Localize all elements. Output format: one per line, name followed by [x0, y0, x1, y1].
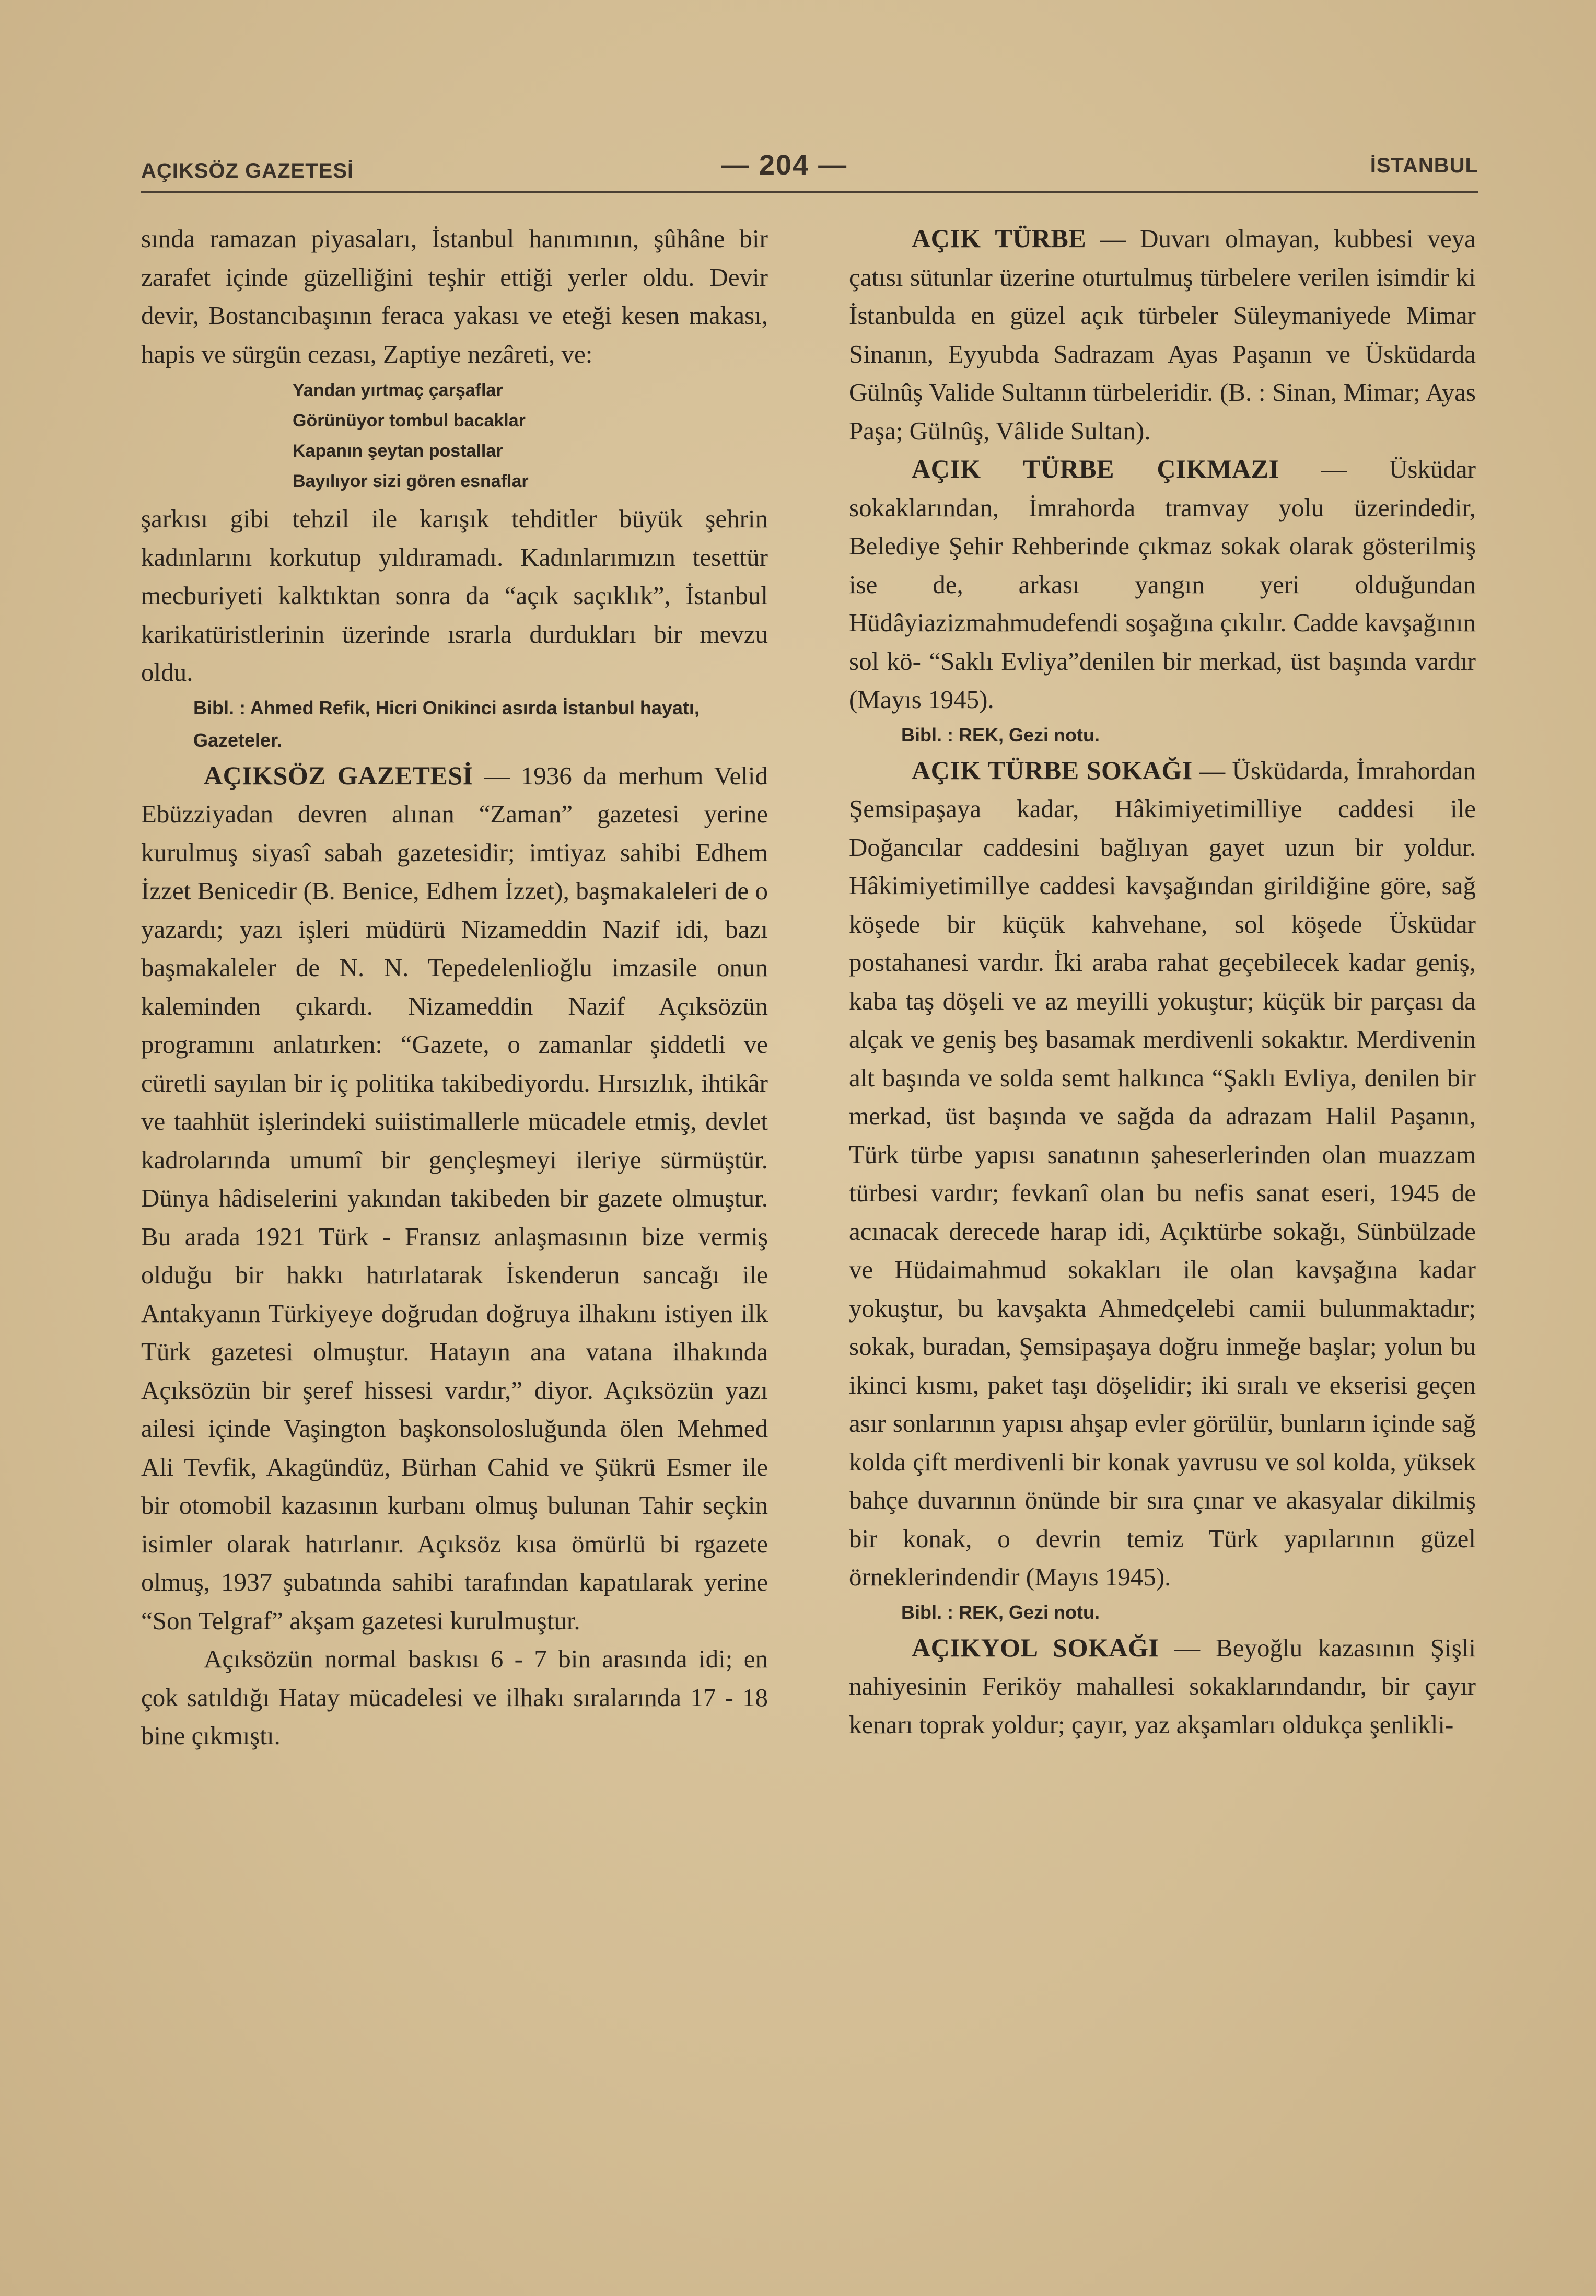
entry-acikyol-sokagi [849, 1629, 1476, 1744]
verse-line: Yandan yırtmaç çarşaflar [293, 380, 503, 400]
left-column [141, 219, 768, 1755]
entry-acik-turbe-cikmazi [849, 450, 1476, 719]
verse-line: Kapanın şeytan postallar [293, 441, 503, 461]
entry-paragraph: Açıksözün normal baskısı 6 - 7 bin arasında idi; en çok satıldığı Hatay mücadelesi ve ilhakı sıralarında 17 - 18 bine çıkmıştı. [141, 1644, 768, 1750]
verse-line: Bayılıyor sizi gören esnaflar [293, 471, 529, 491]
after-verse-paragraph: şarkısı gibi tehzil ile karışık tehditler büyük şehrin kadınlarını korkutup yıldıramadı. Kadınlarımızın tesettür mecburiyeti kalktıktan sonra da “açık saçıklık”, İstanbul karikatüristlerinin üzerinde ısrarla durdukları bir mevzu oldu. [141, 504, 768, 687]
entry-title: AÇIK TÜRBE SOKAĞI [912, 755, 1193, 785]
running-head-city: İSTANBUL [1370, 154, 1478, 177]
song-verse [293, 375, 768, 496]
intro-paragraph: sında ramazan piyasaları, İstanbul hanımının, şûhâne bir zarafet içinde güzelliğini teşhir ettiği yerler oldu. Devir devir, Bostancıbaşının feraca yakası ve eteği kesen makası, hapis ve sürgün cezası, Zaptiye nezâreti, ve: [141, 224, 768, 368]
entry-title: AÇIK TÜRBE [912, 224, 1087, 253]
header-rule [141, 191, 1478, 193]
bibliography-note: Bibl. : Ahmed Refik, Hicri Onikinci asırda İstanbul hayatı, Gazeteler. [193, 697, 700, 751]
entry-text: — Duvarı olmayan, kubbesi veya çatısı sütunlar üzerine oturtulmuş türbelere verilen isimdir ki İstanbulda en güzel açık türbeler Süleymaniyede Mimar Sinanın, Eyyubda Sadrazam Ayas Paşanın ve Üsküdarda Gülnûş Valide Sultanın türbeleridir. (B. : Sinan, Mimar; Ayas Paşa; Gülnûş, Vâlide Sultan). [849, 224, 1476, 445]
entry-text: — 1936 da merhum Velid Ebüzziyadan devren alınan “Zaman” gazetesi yerine kurulmuş siyasî sabah gazetesidir; imtiyaz sahibi Edhem İzzet Benicedir (B. Benice, Edhem İzzet), başmakaleleri de o yazardı; yazı işleri müdürü Nizameddin Nazif idi, bazı başmakaleler de N. N. Tepedelenlioğlu imzasile onun kaleminden çıkardı. Nizameddin Nazif Açıksözün programını anlatırken: “Gazete, o zamanlar şiddetli ve cüretli sayılan bir iç politika takibediyordu. Hırsızlık, ihtikâr ve taahhüt işlerindeki suiistimallerle mücadele etmiş, devlet kadrolarında umumî bir gençleşmeyi ileriye sürmüştür. Dünya hâdiselerini yakından takibeden bir gazete olmuştur. Bu arada 1921 Türk - Fransız anlaşmasının bize vermiş olduğu bir hakkı hatırlatarak İskenderun sancağı ile Antakyanın Türkiyeye doğrudan doğruya ilhakını istiyen ilk Türk gazetesi olmuştur. Hatayın ana vatana ilhakında Açıksözün bir şeref hissesi vardır,” diyor. Açıksözün yazı ailesi içinde Vaşington başkonsolosluğunda ölen Mehmed Ali Tevfik, Akagündüz, Bürhan Cahid ve Şükrü Esmer ile bir otomobil kazasının kurbanı olmuş bulunan Tahir seçkin isimler olarak hatırlanır. Açıksöz kısa ömürlü bi rgazete olmuş, 1937 şubatında sahibi tarafından kapatılarak yerine “Son Telgraf” akşam gazetesi kurulmuştur. [141, 761, 768, 1635]
bibliography-note: Bibl. : REK, Gezi notu. [901, 724, 1100, 746]
entry-acik-turbe [849, 219, 1476, 450]
page-header [141, 149, 1478, 191]
bibliography-note: Bibl. : REK, Gezi notu. [901, 1601, 1100, 1623]
entry-text: — Beyoğlu kazasının Şişli nahiyesinin Feriköy mahallesi sokaklarındandır, bir çayır kenarı toprak yoldur; çayır, yaz akşamları oldukça şenlikli- [849, 1633, 1476, 1739]
page-number: — 204 — [721, 149, 848, 181]
right-column [849, 219, 1476, 1744]
entry-aciksoz-gazetesi [141, 757, 768, 1640]
verse-line: Görünüyor tombul bacaklar [293, 411, 526, 431]
entry-title: AÇIKYOL SOKAĞI [912, 1632, 1159, 1662]
entry-text: — Üsküdarda, İmrahordan Şemsipaşaya kadar, Hâkimiyetimilliye caddesi ile Doğancılar caddesini bağlıyan gayet uzun bir yoldur. Hâkimiyetimillye caddesi kavşağından girildiğine göre, sağ köşede bir küçük kahvehane, sol köşede Üsküdar postahanesi vardır. İki araba rahat geçebilecek kadar geniş, kaba taş döşeli ve az meyilli yokuştur; küçük bir parçası da alçak ve geniş beş basamak merdivenli sokaktır. Merdivenin alt başında ve solda semt halkınca “Şaklı Evliya, denilen bir merkad, üst başında ve sağda da adrazam Halil Paşanın, Türk türbe yapısı sanatının şaheserlerinden olan muazzam türbesi vardır; fevkanî olan bu nefis sanat eseri, 1945 de acınacak derecede harap idi, Açıktürbe sokağı, Sünbülzade ve Hüdaimahmud sokakları ile olan kavşağına kadar yokuştur, bu kavşakta Ahmedçelebi camii bulunmaktadır; sokak, buradan, Şemsipaşaya doğru inmeğe başlar; yolun bu ikinci kısmı, paket taşı döşelidir; iki sıralı ve ekserisi geçen asır sonlarının yapısı ahşap evler görülür, bunların içinde sağ kolda çift merdivenli bir konak yavrusu ve sol kolda, yüksek bahçe duvarının önünde bir sıra çınar ve akasyalar dikilmiş bir konak, o devrin temiz Türk yapılarının güzel örneklerindendir (Mayıs 1945). [849, 756, 1476, 1591]
running-head-title: AÇIKSÖZ GAZETESİ [141, 159, 354, 182]
entry-title: AÇIK TÜRBE ÇIKMAZI [912, 454, 1279, 483]
entry-acik-turbe-sokagi [849, 751, 1476, 1596]
entry-text: — Üsküdar sokaklarından, İmrahorda tramvay yolu üzerindedir, Belediye Şehir Rehberinde çıkmaz sokak olarak gösterilmiş ise de, arkası yangın yeri olduğundan Hüdâyiazizmahmudefendi soşağına çıkılır. Cadde kavşağının sol kö- “Saklı Evliya”denilen bir merkad, üst başında vardır (Mayıs 1945). [849, 455, 1476, 714]
entry-title: AÇIKSÖZ GAZETESİ [204, 760, 473, 790]
